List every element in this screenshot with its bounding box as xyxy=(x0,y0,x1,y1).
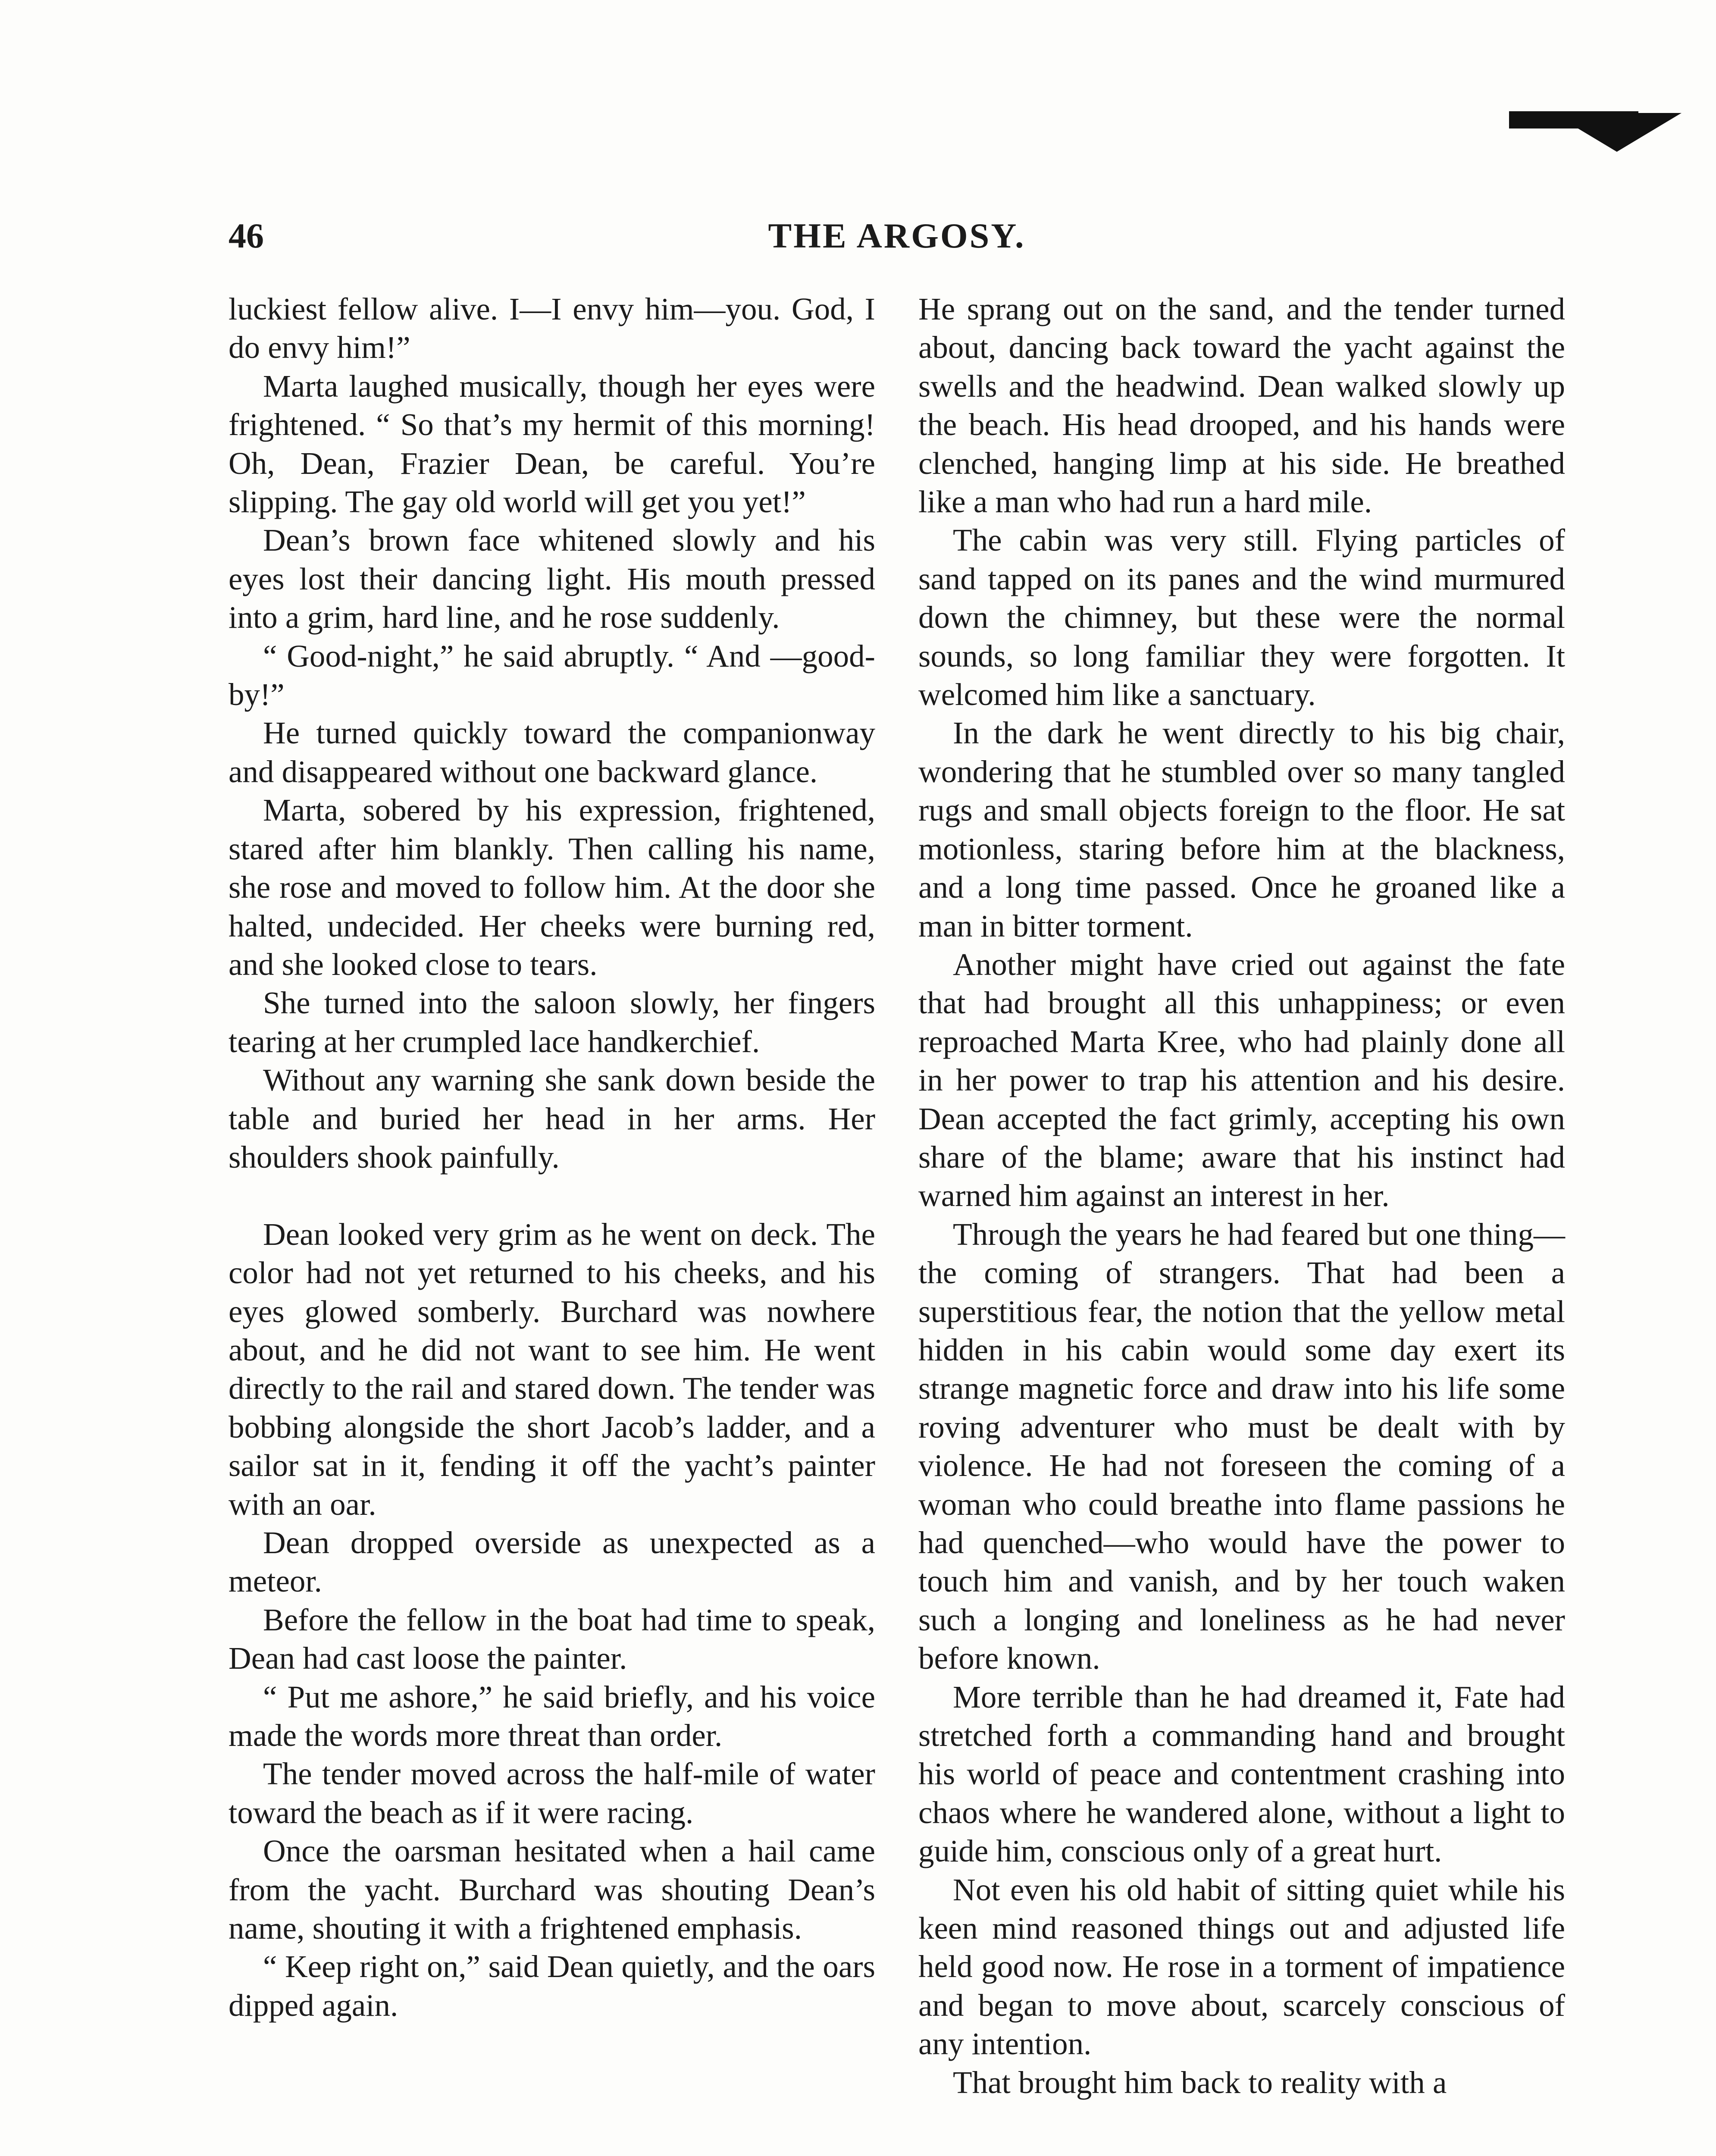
paragraph: He sprang out on the sand, and the tender turned about, dancing back toward the yacht against the swells and the headwind. Dean walked slowly up the beach. His head drooped, and his hands were clenched, hanging limp at his side. He breathed like a man who had run a hard mile. xyxy=(918,291,1565,520)
paragraph: Dean dropped overside as unexpected as a meteor. xyxy=(229,1525,875,1599)
paragraph: luckiest fellow alive. I—I envy him—you. God, I do envy him!” xyxy=(229,291,875,365)
paragraph: Before the fellow in the boat had time to speak, Dean had cast loose the painter. xyxy=(229,1602,875,1676)
paragraph: She turned into the saloon slowly, her fingers tearing at her crumpled lace handkerchief. xyxy=(229,985,875,1059)
paragraph: Another might have cried out against the fate that had brought all this unhappiness; or even reproached Marta Kree, who had plainly done all in her power to trap his attention and his desire. Dean accepted the fact grimly, accepting his own share of the blame; aware that his instinct had warned him against an interest in her. xyxy=(918,946,1565,1213)
paragraph: Without any warning she sank down beside the table and buried her head in her arms. Her shoulders shook painfully. xyxy=(229,1062,875,1175)
paragraph: “ Good-night,” he said abruptly. “ And —good-by!” xyxy=(229,638,875,712)
paragraph: “ Put me ashore,” he said briefly, and his voice made the words more threat than order. xyxy=(229,1679,875,1753)
paragraph: “ Keep right on,” said Dean quietly, and the oars dipped again. xyxy=(229,1949,875,2023)
paragraph: Marta, sobered by his expression, frightened, stared after him blankly. Then calling his name, she rose and moved to follow him. At the door she halted, undecided. Her cheeks were burning red, and she looked close to tears. xyxy=(229,793,875,982)
left-column xyxy=(229,290,875,2024)
paragraph: Not even his old habit of sitting quiet while his keen mind reasoned things out and adjusted life held good now. He rose in a torment of impatience and began to move about, scarcely conscious of any intention. xyxy=(918,1872,1565,2062)
paragraph: He turned quickly toward the companionway and disappeared without one backward glance. xyxy=(229,715,875,789)
paragraph: Through the years he had feared but one thing—the coming of strangers. That had been a superstitious fear, the notion that the yellow metal hidden in his cabin would some day exert its strange magnetic force and draw into his life some roving adventurer who must be dealt with by violence. He had not foreseen the coming of a woman who could breathe into flame passions he had quenched—who would have the power to touch him and vanish, and by her touch waken such a longing and loneliness as he had never before known. xyxy=(918,1216,1565,1676)
paragraph: The tender moved across the half-mile of water toward the beach as if it were racing. xyxy=(229,1756,875,1830)
right-column xyxy=(918,290,1565,2102)
page-corner-arrow-icon xyxy=(1552,113,1682,152)
section-break xyxy=(229,1176,875,1215)
paragraph: Dean looked very grim as he went on deck. The color had not yet returned to his cheeks, and his eyes glowed somberly. Burchard was nowhere about, and he did not want to see him. He went directly to the rail and stared down. The tender was bobbing alongside the short Jacob’s ladder, and a sailor sat in it, fending it off the yacht’s painter with an oar. xyxy=(229,1216,875,1522)
paragraph: More terrible than he had dreamed it, Fate had stretched forth a commanding hand and brought his world of peace and contentment crashing into chaos where he wandered alone, without a light to guide him, conscious only of a great hurt. xyxy=(918,1679,1565,1869)
paragraph: Marta laughed musically, though her eyes were frightened. “ So that’s my hermit of this morning! Oh, Dean, Frazier Dean, be careful. You’re slipping. The gay old world will get you yet!” xyxy=(229,368,875,520)
paragraph: The cabin was very still. Flying particles of sand tapped on its panes and the wind murmured down the chimney, but these were the normal sounds, so long familiar they were forgotten. It welcomed him like a sanctuary. xyxy=(918,523,1565,712)
paragraph: That brought him back to reality with a xyxy=(953,2065,1447,2100)
paragraph: Once the oarsman hesitated when a hail came from the yacht. Burchard was shouting Dean’s name, shouting it with a frightened emphasis. xyxy=(229,1833,875,1946)
paragraph: In the dark he went directly to his big chair, wondering that he stumbled over so many tangled rugs and small objects foreign to the floor. He sat motionless, staring before him at the blackness, and a long time passed. Once he groaned like a man in bitter torment. xyxy=(918,715,1565,943)
paragraph: Dean’s brown face whitened slowly and his eyes lost their dancing light. His mouth pressed into a grim, hard line, and he rose suddenly. xyxy=(229,523,875,635)
page-header xyxy=(229,216,1565,267)
page-number: 46 xyxy=(229,216,264,255)
running-title: THE ARGOSY. xyxy=(768,216,1026,255)
